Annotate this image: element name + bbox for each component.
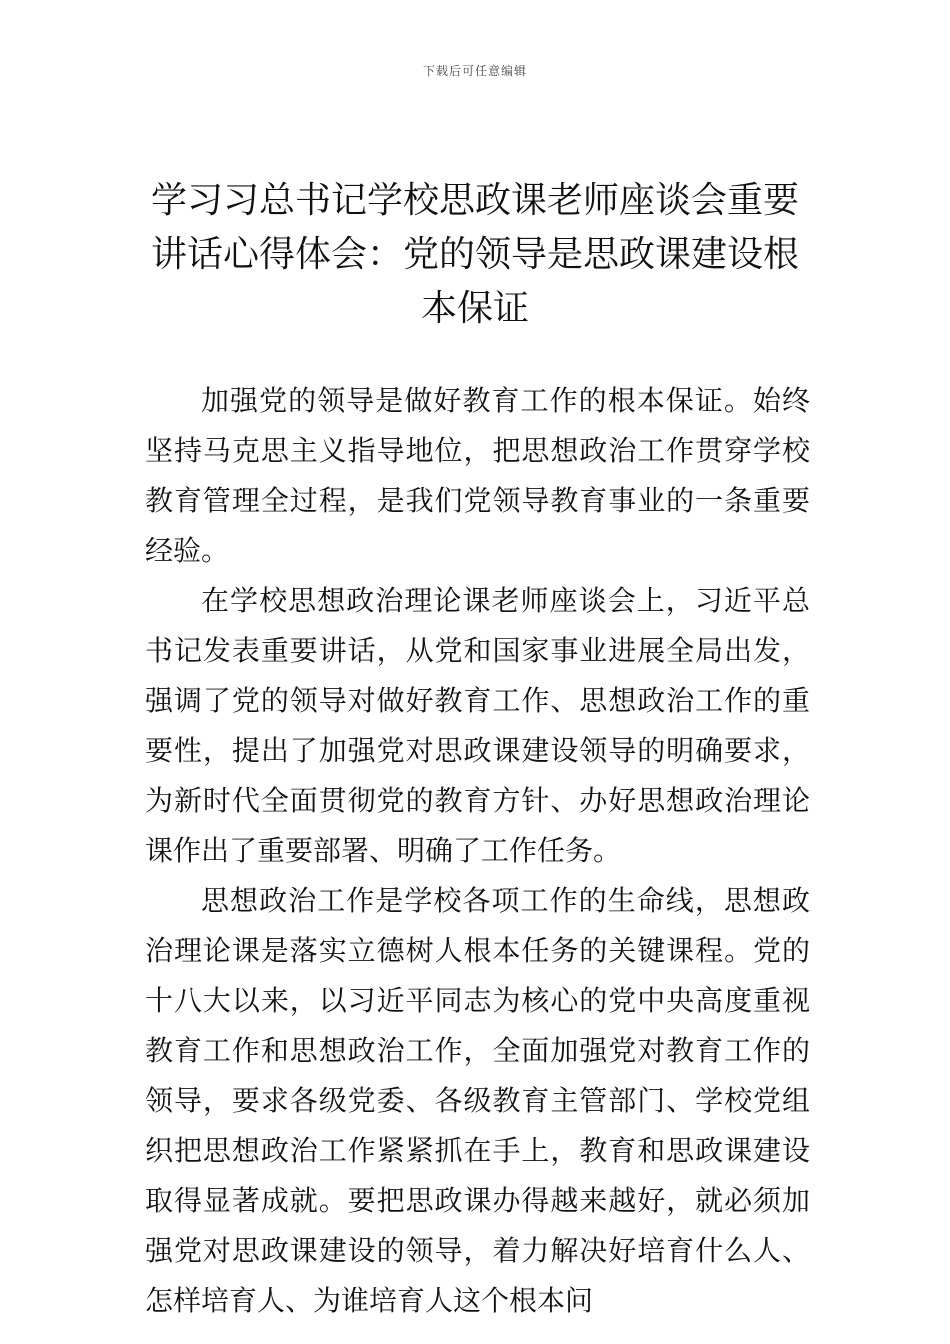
header-note: 下载后可任意编辑 (422, 64, 527, 78)
paragraph-3: 思想政治工作是学校各项工作的生命线，思想政治理论课是落实立德树人根本任务的关键课程。党的十八大以来，以习近平同志为核心的党中央高度重视教育工作和思想政治工作，全面加强党对教育工作的领导，要求各级党委、各级教育主管部门、学校党组织把思想政治工作紧紧抓在手上，教育和思政课建设取得显著成就。要把思政课办得越来越好，就必须加强党对思政课建设的领导，着力解决好培育什么人、怎样培育人、为谁培育人这个根本问 (145, 884, 810, 1317)
document-title: 学习习总书记学校思政课老师座谈会重要讲话心得体会：党的领导是思政课建设根本保证 (150, 180, 799, 329)
paragraph-1: 加强党的领导是做好教育工作的根本保证。始终坚持马克思主义指导地位，把思想政治工作贯穿学校教育管理全过程，是我们党领导教育事业的一条重要经验。 (145, 384, 810, 567)
paragraph-2: 在学校思想政治理论课老师座谈会上，习近平总书记发表重要讲话，从党和国家事业进展全局出发，强调了党的领导对做好教育工作、思想政治工作的重要性，提出了加强党对思政课建设领导的明确要求，为新时代全面贯彻党的教育方针、办好思想政治理论课作出了重要部署、明确了工作任务。 (145, 584, 810, 867)
document-body (145, 376, 810, 1326)
